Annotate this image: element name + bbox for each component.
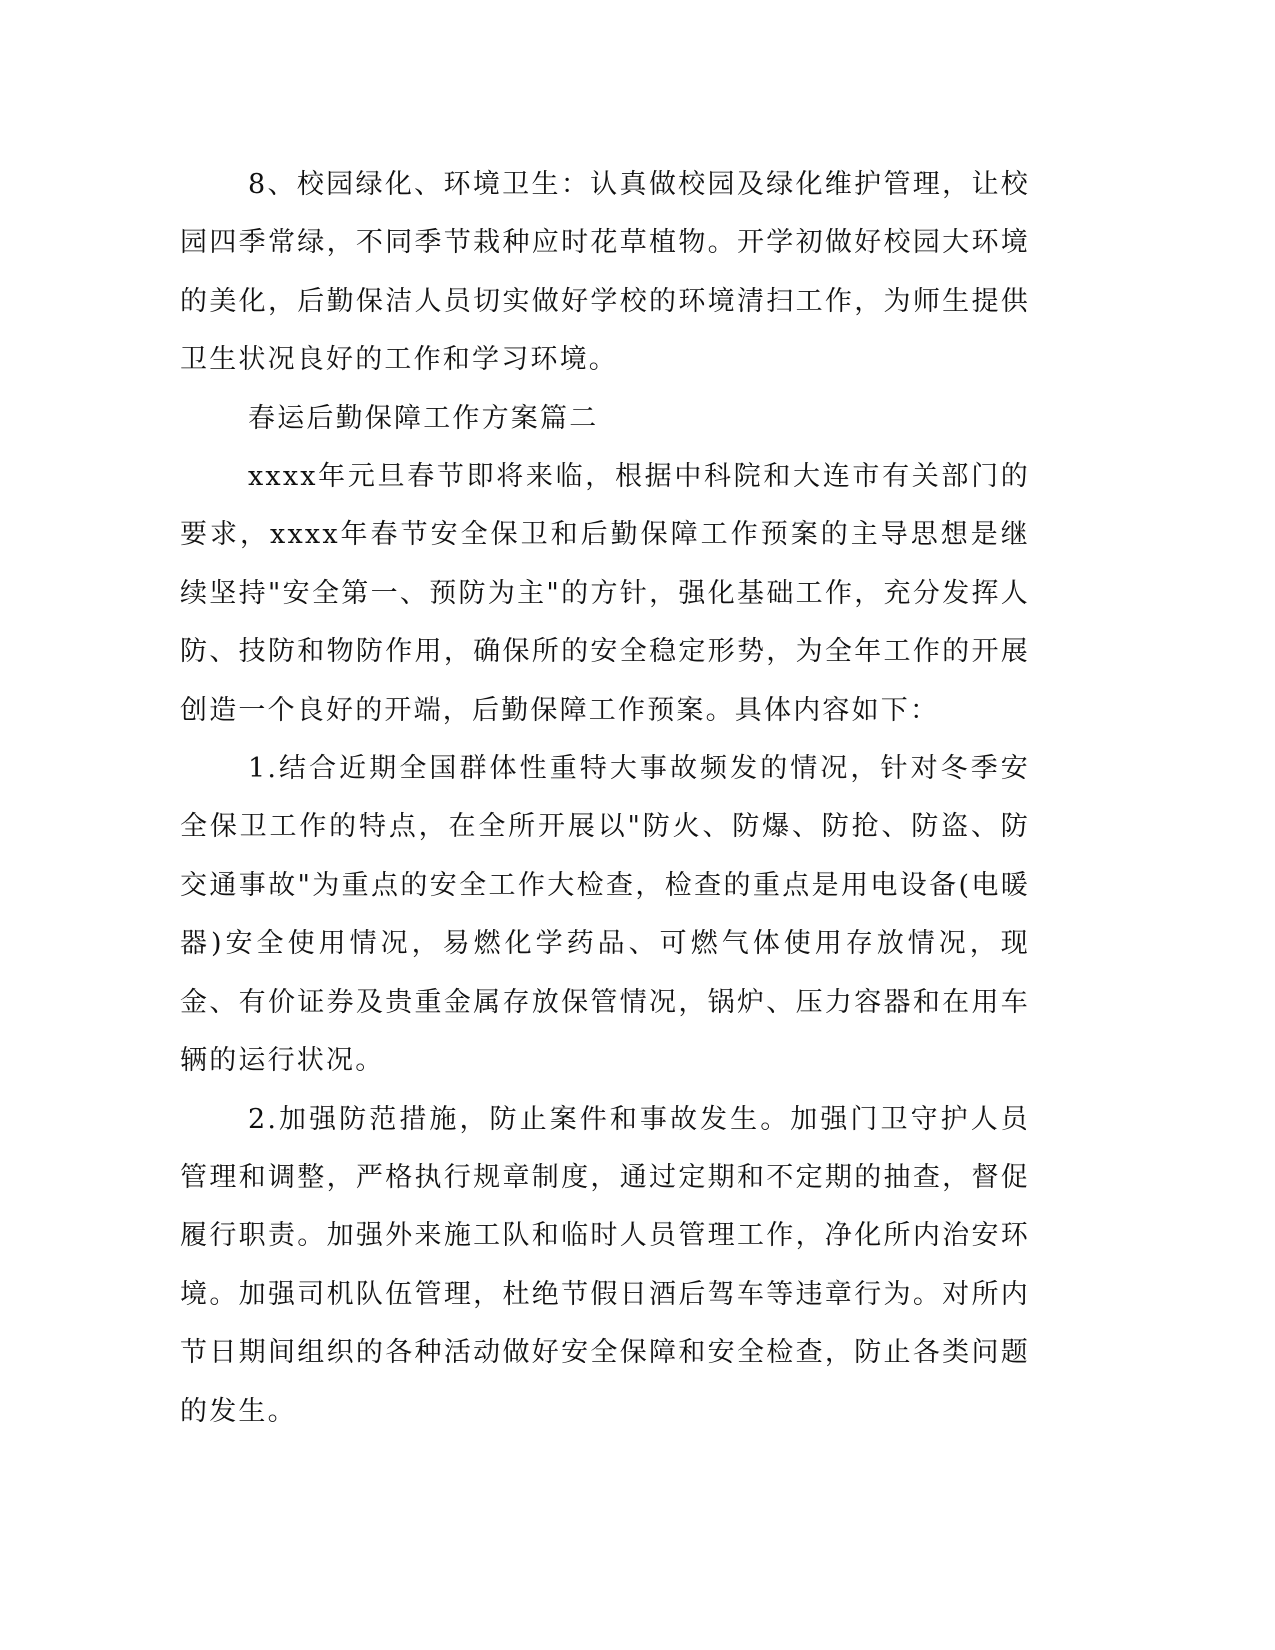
section-heading: 春运后勤保障工作方案篇二 — [248, 402, 599, 434]
paragraph-intro: xxxx年元旦春节即将来临，根据中科院和大连市有关部门的要求，xxxx年春节安全保卫和后勤保障工作预案的主导思想是继续坚持"安全第一、预防为主"的方针，强化基础工作，充分发挥人防、技防和物防作用，确保所的安全稳定形势，为全年工作的开展创造一个良好的开端，后勤保障工作预案。具体内容如下： — [180, 461, 1030, 726]
paragraph-campus-greening: 8、校园绿化、环境卫生：认真做校园及绿化维护管理，让校园四季常绿，不同季节栽种应时花草植物。开学初做好校园大环境的美化，后勤保洁人员切实做好学校的环境清扫工作，为师生提供卫生状况良好的工作和学习环境。 — [180, 169, 1030, 376]
document-body — [180, 156, 1030, 1441]
paragraph-item-2: 2.加强防范措施，防止案件和事故发生。加强门卫守护人员管理和调整，严格执行规章制度，通过定期和不定期的抽查，督促履行职责。加强外来施工队和临时人员管理工作，净化所内治安环境。加强司机队伍管理，杜绝节假日酒后驾车等违章行为。对所内节日期间组织的各种活动做好安全保障和安全检查，防止各类问题的发生。 — [180, 1103, 1030, 1427]
paragraph-item-1: 1.结合近期全国群体性重特大事故频发的情况，针对冬季安全保卫工作的特点，在全所开展以"防火、防爆、防抢、防盗、防交通事故"为重点的安全工作大检查，检查的重点是用电设备(电暖器)安全使用情况，易燃化学药品、可燃气体使用存放情况，现金、有价证券及贵重金属存放保管情况，锅炉、压力容器和在用车辆的运行状况。 — [180, 753, 1030, 1077]
